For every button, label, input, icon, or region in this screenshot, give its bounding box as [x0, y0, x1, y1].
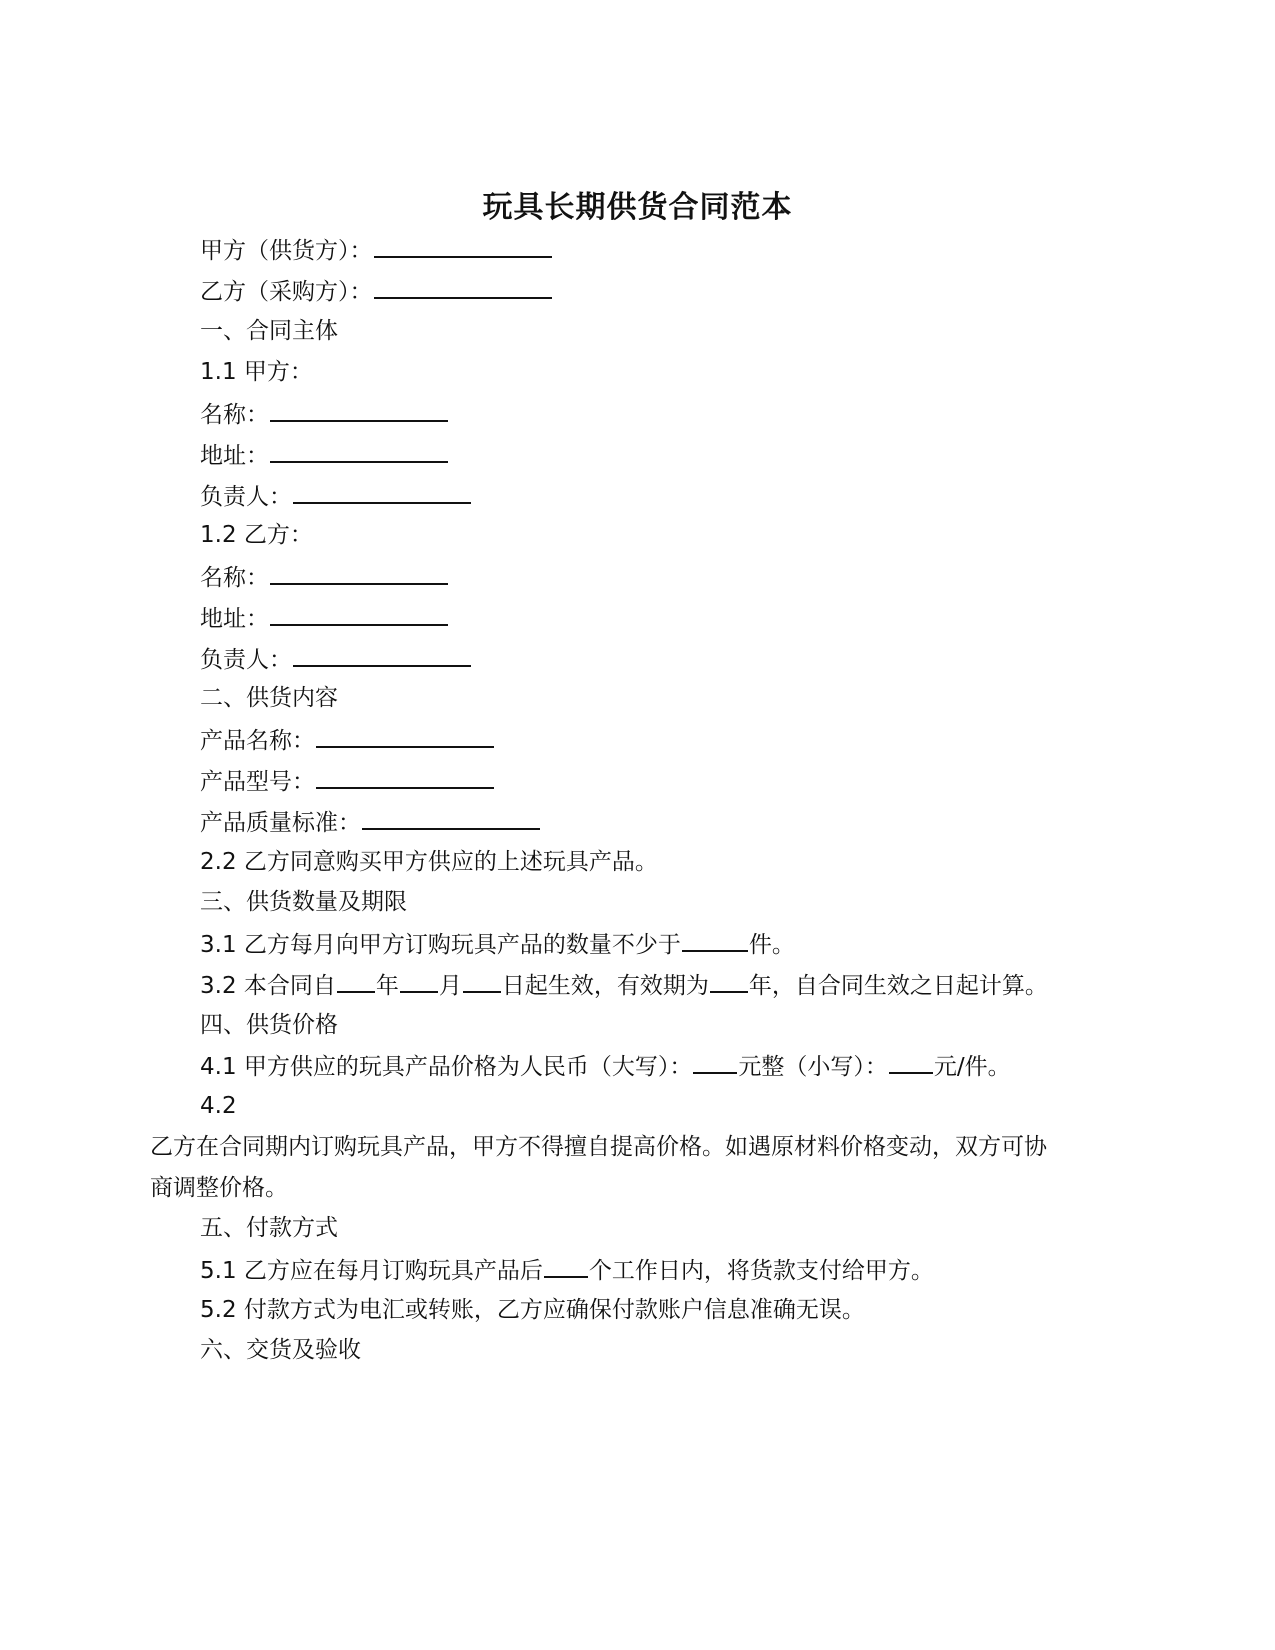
party-a-person-blank[interactable]	[293, 480, 471, 504]
party-a-line	[200, 234, 553, 266]
product-model-blank[interactable]	[316, 765, 494, 789]
section4-heading: 四、供货价格	[200, 1012, 338, 1038]
document-title: 玩具长期供货合同范本	[482, 190, 793, 225]
party-b-person-label: 负责人：	[200, 647, 292, 673]
party-a-name-line	[200, 398, 449, 430]
party-a-name-label: 名称：	[200, 402, 269, 428]
clause-3-2	[200, 969, 1048, 1001]
party-a-address-blank[interactable]	[270, 439, 448, 463]
section1-heading: 一、合同主体	[200, 318, 338, 344]
clause-4-1-text: 4.1 甲方供应的玩具产品价格为人民币（大写）：	[200, 1054, 693, 1080]
clause-4-2-label: 4.2	[200, 1093, 237, 1119]
product-name-label: 产品名称：	[200, 728, 315, 754]
product-quality-blank[interactable]	[362, 806, 540, 830]
product-model-line	[200, 765, 495, 797]
start-day-blank[interactable]	[463, 969, 501, 993]
party-b-address-label: 地址：	[200, 606, 269, 632]
start-month-blank[interactable]	[400, 969, 438, 993]
payment-days-blank[interactable]	[544, 1254, 588, 1278]
party-b-name-blank[interactable]	[270, 561, 448, 585]
clause-5-1-tail: 个工作日内，将货款支付给甲方。	[588, 1258, 934, 1284]
term-text: 年，自合同生效之日起计算。	[748, 973, 1048, 999]
party-a-person-label: 负责人：	[200, 484, 292, 510]
party-b-address-blank[interactable]	[270, 602, 448, 626]
clause-1-2-label: 1.2 乙方：	[200, 522, 313, 548]
product-name-blank[interactable]	[316, 724, 494, 748]
clause-5-1	[200, 1254, 934, 1286]
party-b-blank[interactable]	[374, 275, 552, 299]
party-b-name-label: 名称：	[200, 565, 269, 591]
clause-4-2-line2: 商调整价格。	[150, 1175, 288, 1201]
clause-1-1-label: 1.1 甲方：	[200, 359, 313, 385]
clause-4-2-line1: 乙方在合同期内订购玩具产品，甲方不得擅自提高价格。如遇原材料价格变动，双方可协	[150, 1134, 1047, 1160]
section2-heading: 二、供货内容	[200, 685, 338, 711]
clause-5-2: 5.2 付款方式为电汇或转账，乙方应确保付款账户信息准确无误。	[200, 1297, 865, 1323]
party-b-line	[200, 275, 553, 307]
clause-3-1	[200, 928, 795, 960]
clause-5-1-text: 5.1 乙方应在每月订购玩具产品后	[200, 1258, 543, 1284]
party-a-address-label: 地址：	[200, 443, 269, 469]
product-name-line	[200, 724, 495, 756]
clause-2-2: 2.2 乙方同意购买甲方供应的上述玩具产品。	[200, 849, 658, 875]
effective-text: 日起生效，有效期为	[501, 973, 709, 999]
price-unit: 元/件。	[933, 1054, 1011, 1080]
term-years-blank[interactable]	[710, 969, 748, 993]
product-quality-line	[200, 806, 541, 838]
party-b-person-line	[200, 643, 472, 675]
product-model-label: 产品型号：	[200, 769, 315, 795]
year-label: 年	[375, 973, 399, 999]
party-b-label: 乙方（采购方）：	[200, 279, 373, 305]
party-a-label: 甲方（供货方）：	[200, 238, 373, 264]
quantity-blank[interactable]	[682, 928, 748, 952]
section5-heading: 五、付款方式	[200, 1215, 338, 1241]
party-a-blank[interactable]	[374, 234, 552, 258]
price-lowercase-label: 元整（小写）：	[738, 1054, 888, 1080]
party-a-name-blank[interactable]	[270, 398, 448, 422]
price-uppercase-blank[interactable]	[693, 1050, 737, 1074]
clause-4-1	[200, 1050, 1011, 1082]
section6-heading: 六、交货及验收	[200, 1337, 361, 1363]
clause-3-2-text: 3.2 本合同自	[200, 973, 336, 999]
party-b-name-line	[200, 561, 449, 593]
clause-3-1-text: 3.1 乙方每月向甲方订购玩具产品的数量不少于	[200, 932, 681, 958]
party-a-person-line	[200, 480, 472, 512]
product-quality-label: 产品质量标准：	[200, 810, 361, 836]
price-lowercase-blank[interactable]	[889, 1050, 933, 1074]
month-label: 月	[438, 973, 462, 999]
start-year-blank[interactable]	[337, 969, 375, 993]
section3-heading: 三、供货数量及期限	[200, 889, 407, 915]
clause-3-1-unit: 件。	[748, 932, 795, 958]
party-b-person-blank[interactable]	[293, 643, 471, 667]
party-b-address-line	[200, 602, 449, 634]
party-a-address-line	[200, 439, 449, 471]
